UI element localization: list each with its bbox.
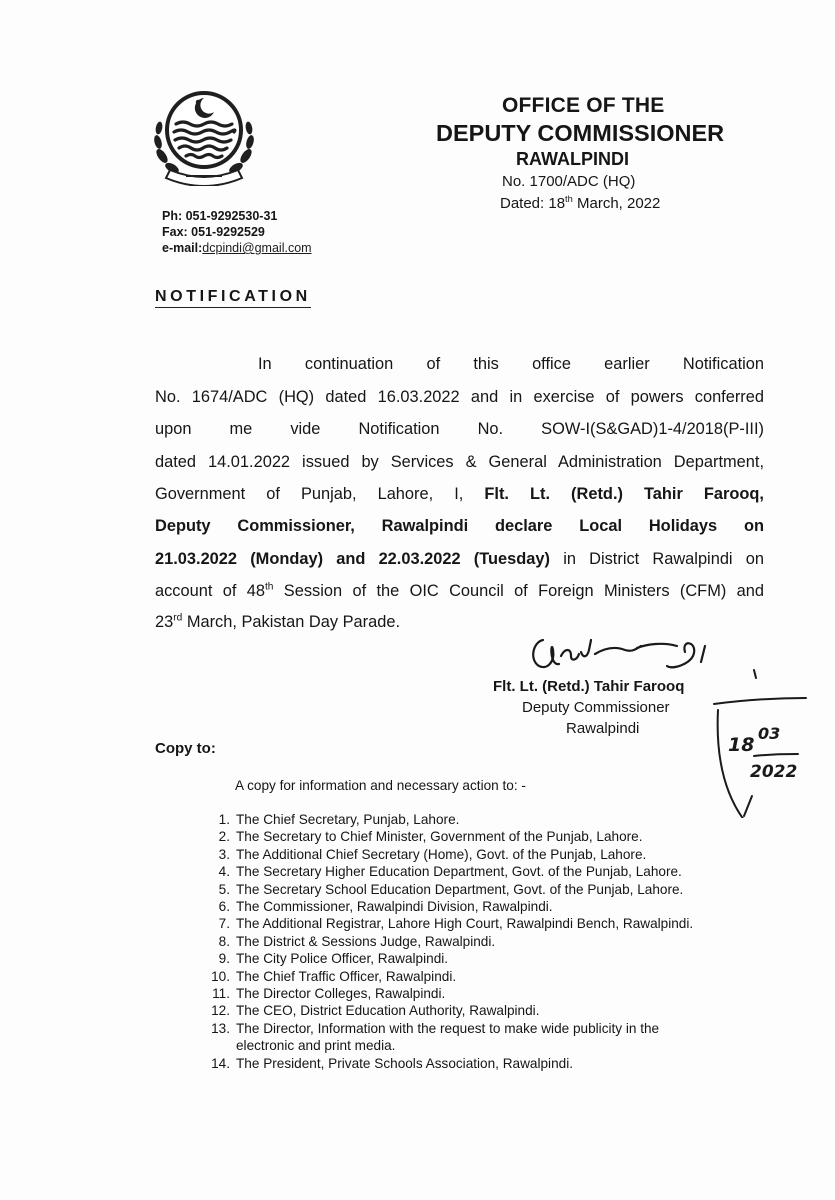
dated-suffix: March, 2022 <box>572 195 661 212</box>
list-item <box>196 846 693 863</box>
body-line-8-sup: th <box>264 581 274 593</box>
list-item-text: The Secretary Higher Education Department, Govt. of the Punjab, Lahore. <box>236 864 682 880</box>
body-line-9-sup: rd <box>173 612 183 624</box>
list-item-number: 1. <box>218 812 230 827</box>
email-label: e-mail: <box>162 241 203 255</box>
signatory-designation: Deputy Commissioner <box>522 699 670 716</box>
list-item <box>196 863 693 880</box>
office-line-2: DEPUTY COMMISSIONER <box>436 120 725 146</box>
list-item-text: The Director, Information with the request to make wide publicity in the <box>236 1020 660 1036</box>
list-item <box>196 933 693 950</box>
signatory-district: Rawalpindi <box>566 720 640 737</box>
list-item <box>196 968 693 985</box>
body-line-7 <box>155 549 764 569</box>
list-item <box>196 828 693 845</box>
phone-number: Ph: 051-9292530-31 <box>162 209 278 223</box>
list-item-text: The President, Private Schools Association, Rawalpindi. <box>236 1055 573 1071</box>
list-item-text: The Secretary to Chief Minister, Government of the Punjab, Lahore. <box>236 829 643 845</box>
body-line-5-b: Flt. Lt. (Retd.) Tahir Farooq, <box>484 485 764 503</box>
office-line-3: RAWALPINDI <box>516 149 630 169</box>
body-line-9-b: March, Pakistan Day Parade. <box>182 613 400 631</box>
dated-line <box>500 195 660 212</box>
body-line-8 <box>155 581 764 601</box>
list-item <box>196 811 693 828</box>
body-line-5 <box>155 484 764 504</box>
list-item-number: 14. <box>211 1055 230 1071</box>
copy-to-label: Copy to: <box>155 740 216 757</box>
list-item-text: The Additional Registrar, Lahore High Court, Rawalpindi Bench, Rawalpindi. <box>236 916 694 932</box>
handwritten-day: 18 <box>728 734 755 756</box>
list-item-number: 5. <box>218 881 230 897</box>
list-item-text: The City Police Officer, Rawalpindi. <box>236 951 449 967</box>
list-item-text: The CEO, District Education Authority, Rawalpindi. <box>236 1003 540 1019</box>
list-item-number: 9. <box>218 951 230 967</box>
handwritten-year: 2022 <box>750 762 798 782</box>
list-item-text: The Chief Traffic Officer, Rawalpindi. <box>236 968 457 984</box>
list-item <box>196 950 693 967</box>
list-item-number: 13. <box>211 1020 230 1036</box>
list-item-number: 8. <box>218 933 230 949</box>
contact-block <box>162 208 312 256</box>
copy-to-intro: A copy for information and necessary action to: - <box>235 778 526 793</box>
handwritten-date-strokes <box>700 668 810 818</box>
list-item-text: The Additional Chief Secretary (Home), Govt. of the Punjab, Lahore. <box>236 846 647 862</box>
body-line-4: dated 14.01.2022 issued by Services & General Administration Department, <box>155 453 764 471</box>
list-item-number: 11. <box>212 986 230 1002</box>
list-item <box>196 1020 693 1055</box>
list-item-text: The District & Sessions Judge, Rawalpindi. <box>236 933 496 949</box>
list-item-number: 12. <box>211 1003 230 1019</box>
list-item <box>196 898 693 915</box>
list-item-number: 10. <box>211 968 230 984</box>
list-item <box>196 881 693 898</box>
distribution-list <box>196 811 693 1072</box>
punjab-emblem-logo <box>150 86 258 186</box>
list-item <box>196 985 693 1002</box>
list-item-text: The Secretary School Education Department, Govt. of the Punjab, Lahore. <box>236 881 684 897</box>
list-item <box>196 1055 693 1072</box>
email-line <box>162 240 312 256</box>
list-item-number: 6. <box>218 899 230 915</box>
body-line-1: In continuation of this office earlier Notification <box>258 355 764 373</box>
email-link[interactable]: dcpindi@gmail.com <box>202 241 312 255</box>
office-line-1: OFFICE OF THE <box>502 94 665 117</box>
list-item <box>196 1002 693 1019</box>
dated-prefix: Dated: 18 <box>500 195 566 212</box>
notification-title: NOTIFICATION <box>155 288 311 308</box>
body-line-8-b: Session of the OIC Council of Foreign Ministers (CFM) and <box>273 582 764 600</box>
list-item <box>196 915 693 932</box>
list-item-text: The Commissioner, Rawalpindi Division, Rawalpindi. <box>236 899 553 915</box>
body-line-2: No. 1674/ADC (HQ) dated 16.03.2022 and in exercise of powers conferred <box>155 388 764 406</box>
body-line-9-a: 23 <box>155 613 174 631</box>
body-line-9 <box>155 612 764 632</box>
fax-number: Fax: 051-9292529 <box>162 225 265 239</box>
dated-sup: th <box>565 194 573 204</box>
signatory-name: Flt. Lt. (Retd.) Tahir Farooq <box>493 678 685 695</box>
reference-number: No. 1700/ADC (HQ) <box>502 173 636 190</box>
body-line-8-a: account of 48 <box>155 582 265 600</box>
list-item-text-continued: electronic and print media. <box>236 1038 396 1054</box>
list-item-number: 2. <box>218 829 230 845</box>
list-item-text: The Director Colleges, Rawalpindi. <box>236 986 446 1002</box>
list-item-number: 7. <box>218 916 230 932</box>
body-line-7-rest: in District Rawalpindi on <box>563 550 764 568</box>
body-line-5-a: Government of Punjab, Lahore, I, <box>155 485 464 503</box>
body-line-3: upon me vide Notification No. SOW-I(S&GAD)1-4/2018(P-III) <box>155 420 764 438</box>
list-item-number: 4. <box>218 864 230 880</box>
holiday-dates: 21.03.2022 (Monday) and 22.03.2022 (Tuesday) <box>155 550 550 568</box>
body-line-6: Deputy Commissioner, Rawalpindi declare Local Holidays on <box>155 517 764 535</box>
list-item-text: The Chief Secretary, Punjab, Lahore. <box>236 812 460 827</box>
handwritten-month: 03 <box>758 724 781 743</box>
list-item-number: 3. <box>218 846 230 862</box>
